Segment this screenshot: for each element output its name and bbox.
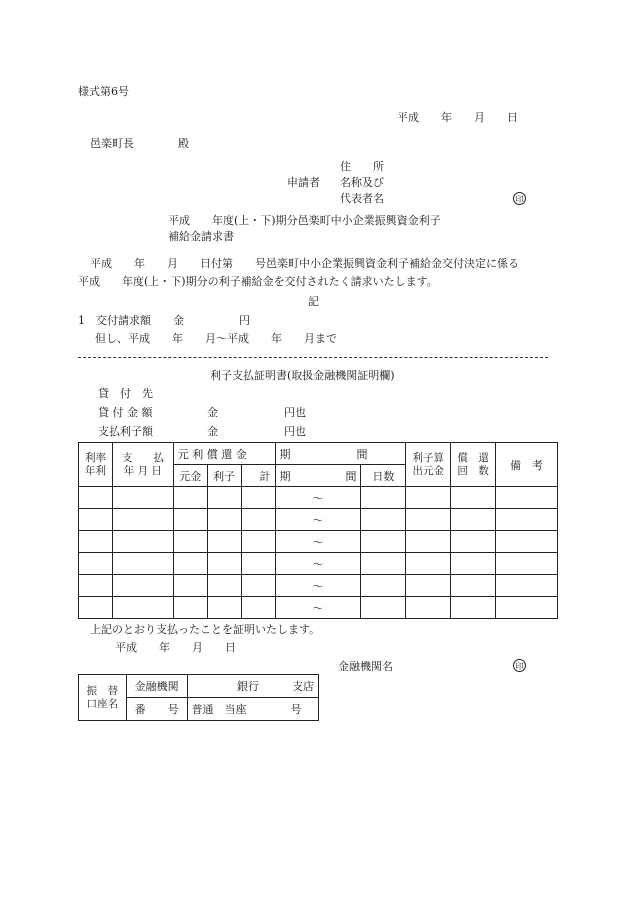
table-row: [79, 509, 558, 531]
certify-text: 上記のとおり支払ったことを証明いたします。: [90, 623, 321, 636]
principal-header: 元金: [173, 465, 207, 487]
interest-payment-table: [78, 442, 558, 619]
period-sub-header: 期 間: [275, 465, 361, 487]
account-number-label: 番 号: [126, 698, 187, 721]
applicant-address-label: 住 所: [340, 160, 384, 173]
body-text-line1: 平成 年 月 日付第 号邑楽町中小企業振興資金利子補給金交付決定に係る: [90, 257, 519, 270]
cert-lender-label: 貸 付 先: [98, 387, 153, 400]
applicant-name-line1: 名称及び: [340, 176, 384, 189]
bank-name-label: 金融機関名: [338, 660, 393, 673]
date-line: 平成 年 月 日: [397, 111, 518, 124]
period-tilde: ～: [275, 509, 361, 531]
period-tilde: ～: [275, 531, 361, 553]
body-text-line2: 平成 年度(上・下)期分の利子補給金を交付されたく請求いたします。: [78, 275, 438, 288]
repayment-header: 元 利 償 還 金: [173, 443, 275, 465]
cert-amount-label: 貸 付 金 額: [98, 406, 153, 419]
cut-line: [78, 357, 548, 358]
table-row: [79, 531, 558, 553]
total-header: 計: [241, 465, 275, 487]
item1-period-note: 但し、平成 年 月～平成 年 月まで: [95, 332, 337, 345]
transfer-account-table: [78, 674, 319, 721]
payment-date-header: 支 払 年 月 日: [112, 443, 173, 487]
document-title-line2: 補給金請求書: [168, 230, 234, 243]
cert-paid-value: 金 円也: [207, 425, 306, 438]
item1-request-amount: 1 交付請求額 金 円: [78, 314, 250, 327]
account-type-field: 普通 当座 号: [187, 698, 318, 721]
rate-header: 利率 年利: [79, 443, 113, 487]
form-number: 様式第6号: [78, 85, 129, 98]
table-row: [79, 575, 558, 597]
bank-seal-icon: 印: [513, 659, 526, 672]
table-row: [79, 487, 558, 509]
period-tilde: ～: [275, 575, 361, 597]
document-title-line1: 平成 年度(上・下)期分邑楽町中小企業振興資金利子: [168, 214, 441, 227]
table-row: [79, 597, 558, 619]
certificate-title: 利子支払証明書(取扱金融機関証明欄): [210, 369, 395, 382]
institution-label: 金融機関: [126, 675, 187, 698]
period-tilde: ～: [275, 487, 361, 509]
transfer-label: 振 替 口座名: [79, 675, 127, 721]
bank-branch-field: 銀行 支店: [187, 675, 318, 698]
table-row: [79, 553, 558, 575]
cert-amount-value: 金 円也: [207, 406, 306, 419]
certify-date: 平成 年 月 日: [115, 641, 236, 654]
period-tilde: ～: [275, 553, 361, 575]
interest-header: 利子: [207, 465, 241, 487]
applicant-name-line2: 代表者名: [340, 192, 384, 205]
applicant-seal-icon: 印: [513, 192, 526, 205]
interest-base-header: 利子算 出元金: [406, 443, 451, 487]
period-header: 期 間: [275, 443, 406, 465]
addressee: 邑楽町長 殿: [90, 137, 189, 150]
period-tilde: ～: [275, 597, 361, 619]
remarks-header: 備 考: [496, 443, 558, 487]
applicant-label: 申請者: [287, 176, 320, 189]
days-header: 日数: [361, 465, 406, 487]
cert-paid-label: 支払利子額: [98, 425, 153, 438]
repayment-count-header: 償 還 回 数: [451, 443, 496, 487]
ki-heading: 記: [308, 295, 319, 308]
